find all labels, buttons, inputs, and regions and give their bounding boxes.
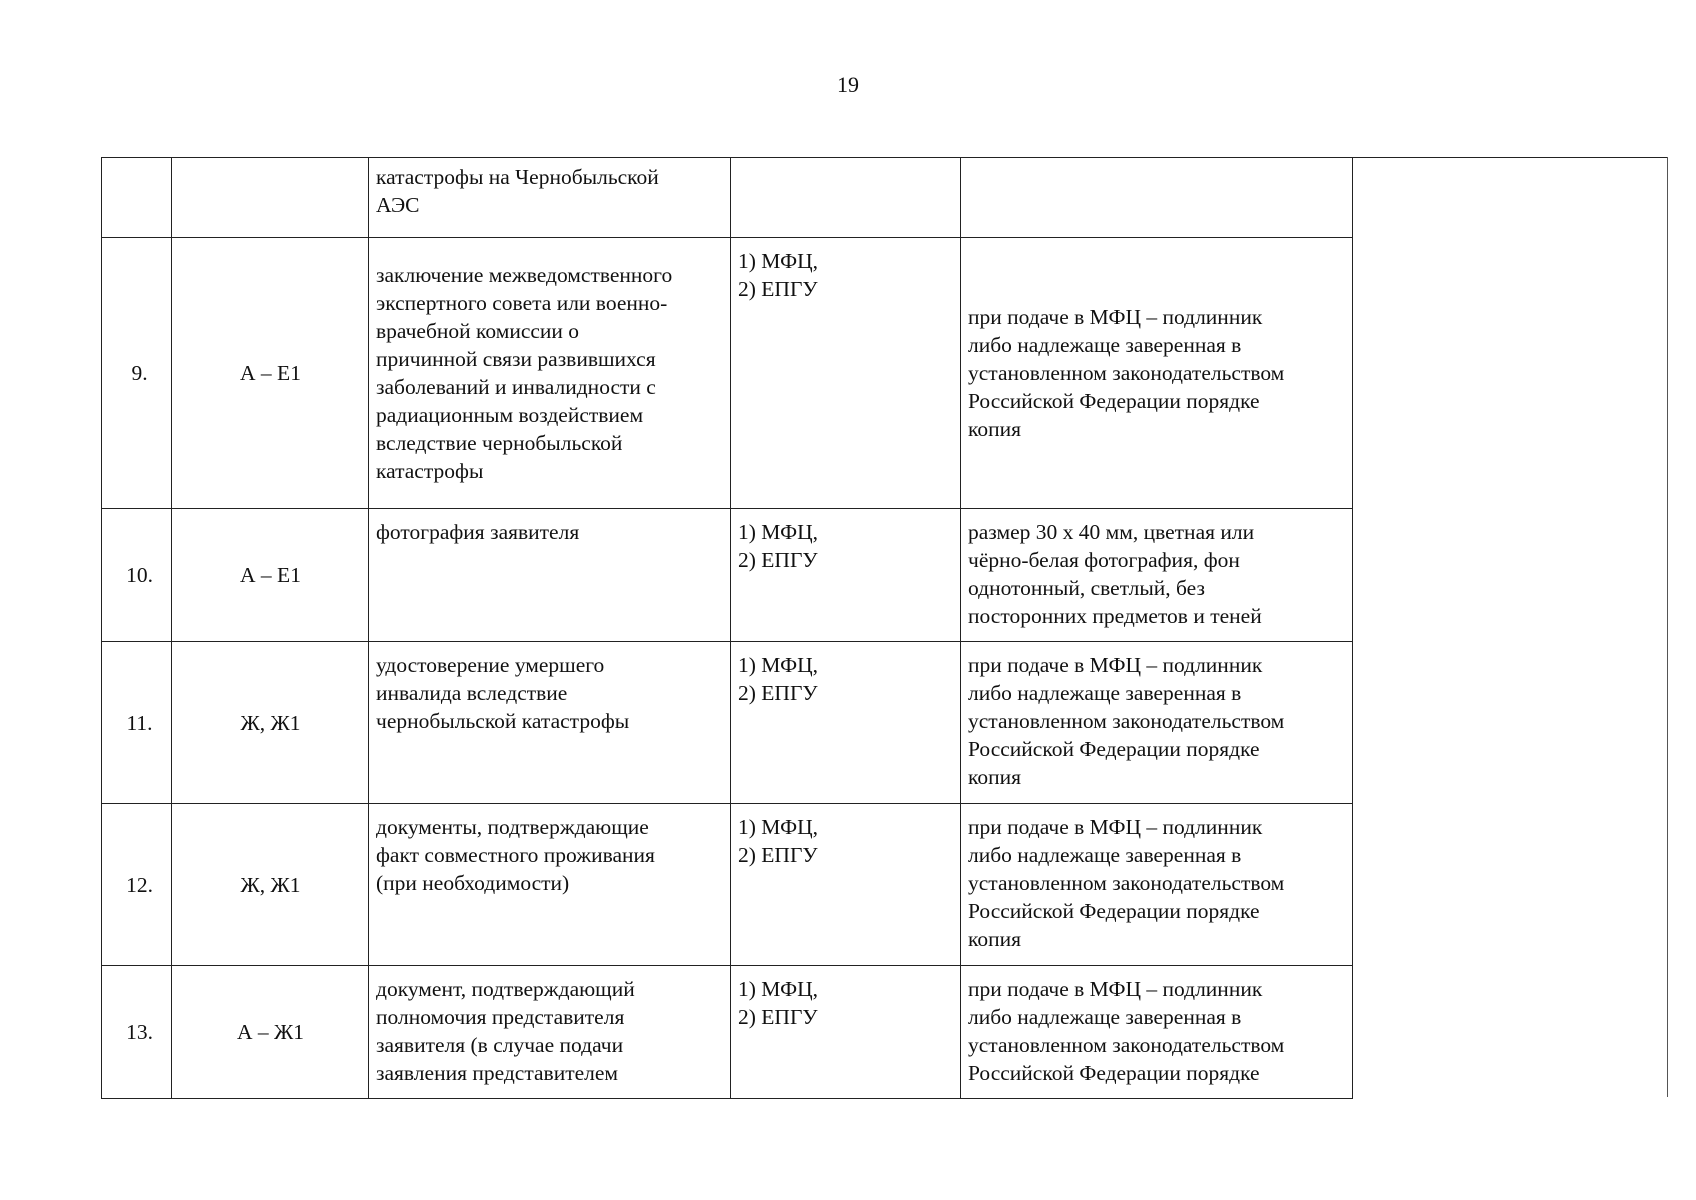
row-number-cell: 11. xyxy=(102,642,172,804)
applicant-category-cell xyxy=(172,158,369,238)
document-name-cell: документ, подтверждающий полномочия представителя заявителя (в случае подачи заявления представителем xyxy=(369,966,731,1099)
submission-channel-cell: 1) МФЦ, 2) ЕПГУ xyxy=(731,642,961,804)
applicant-category-cell: Ж, Ж1 xyxy=(172,804,369,966)
applicant-category-cell: Ж, Ж1 xyxy=(172,642,369,804)
document-name-cell: документы, подтверждающие факт совместного проживания (при необходимости) xyxy=(369,804,731,966)
document-name-cell: заключение межведомственного экспертного совета или военно- врачебной комиссии о причинной связи развившихся заболеваний и инвалидности с радиационным воздействием вследствие чернобыльской катастрофы xyxy=(369,238,731,509)
row-number-cell: 10. xyxy=(102,509,172,642)
table-row xyxy=(102,804,1353,966)
submission-channel-cell xyxy=(731,158,961,238)
right-margin-rule xyxy=(1667,157,1668,1097)
row-number-cell: 13. xyxy=(102,966,172,1099)
requirements-cell: при подаче в МФЦ – подлинник либо надлежаще заверенная в установленном законодательством Российской Федерации порядке копия xyxy=(961,238,1353,509)
requirements-cell: при подаче в МФЦ – подлинник либо надлежаще заверенная в установленном законодательством Российской Федерации порядке копия xyxy=(961,804,1353,966)
submission-channel-cell: 1) МФЦ, 2) ЕПГУ xyxy=(731,966,961,1099)
requirements-cell xyxy=(961,158,1353,238)
document-name-cell: катастрофы на Чернобыльской АЭС xyxy=(369,158,731,238)
row-number-cell: 12. xyxy=(102,804,172,966)
table-row xyxy=(102,966,1353,1099)
table-top-border-extension xyxy=(1352,157,1667,158)
requirements-cell: при подаче в МФЦ – подлинник либо надлежаще заверенная в установленном законодательством Российской Федерации порядке xyxy=(961,966,1353,1099)
document-name-cell: удостоверение умершего инвалида вследствие чернобыльской катастрофы xyxy=(369,642,731,804)
table-row xyxy=(102,642,1353,804)
applicant-category-cell: А – Е1 xyxy=(172,238,369,509)
applicant-category-cell: А – Ж1 xyxy=(172,966,369,1099)
submission-channel-cell: 1) МФЦ, 2) ЕПГУ xyxy=(731,238,961,509)
documents-table xyxy=(101,157,1353,1099)
requirements-cell: при подаче в МФЦ – подлинник либо надлежаще заверенная в установленном законодательством Российской Федерации порядке копия xyxy=(961,642,1353,804)
table-row xyxy=(102,158,1353,238)
page-number: 19 xyxy=(837,72,859,97)
applicant-category-cell: А – Е1 xyxy=(172,509,369,642)
requirements-cell: размер 30 х 40 мм, цветная или чёрно-белая фотография, фон однотонный, светлый, без посторонних предметов и теней xyxy=(961,509,1353,642)
table-row xyxy=(102,238,1353,509)
row-number-cell: 9. xyxy=(102,238,172,509)
submission-channel-cell: 1) МФЦ, 2) ЕПГУ xyxy=(731,509,961,642)
row-number-cell xyxy=(102,158,172,238)
table-row xyxy=(102,509,1353,642)
document-name-cell: фотография заявителя xyxy=(369,509,731,642)
submission-channel-cell: 1) МФЦ, 2) ЕПГУ xyxy=(731,804,961,966)
